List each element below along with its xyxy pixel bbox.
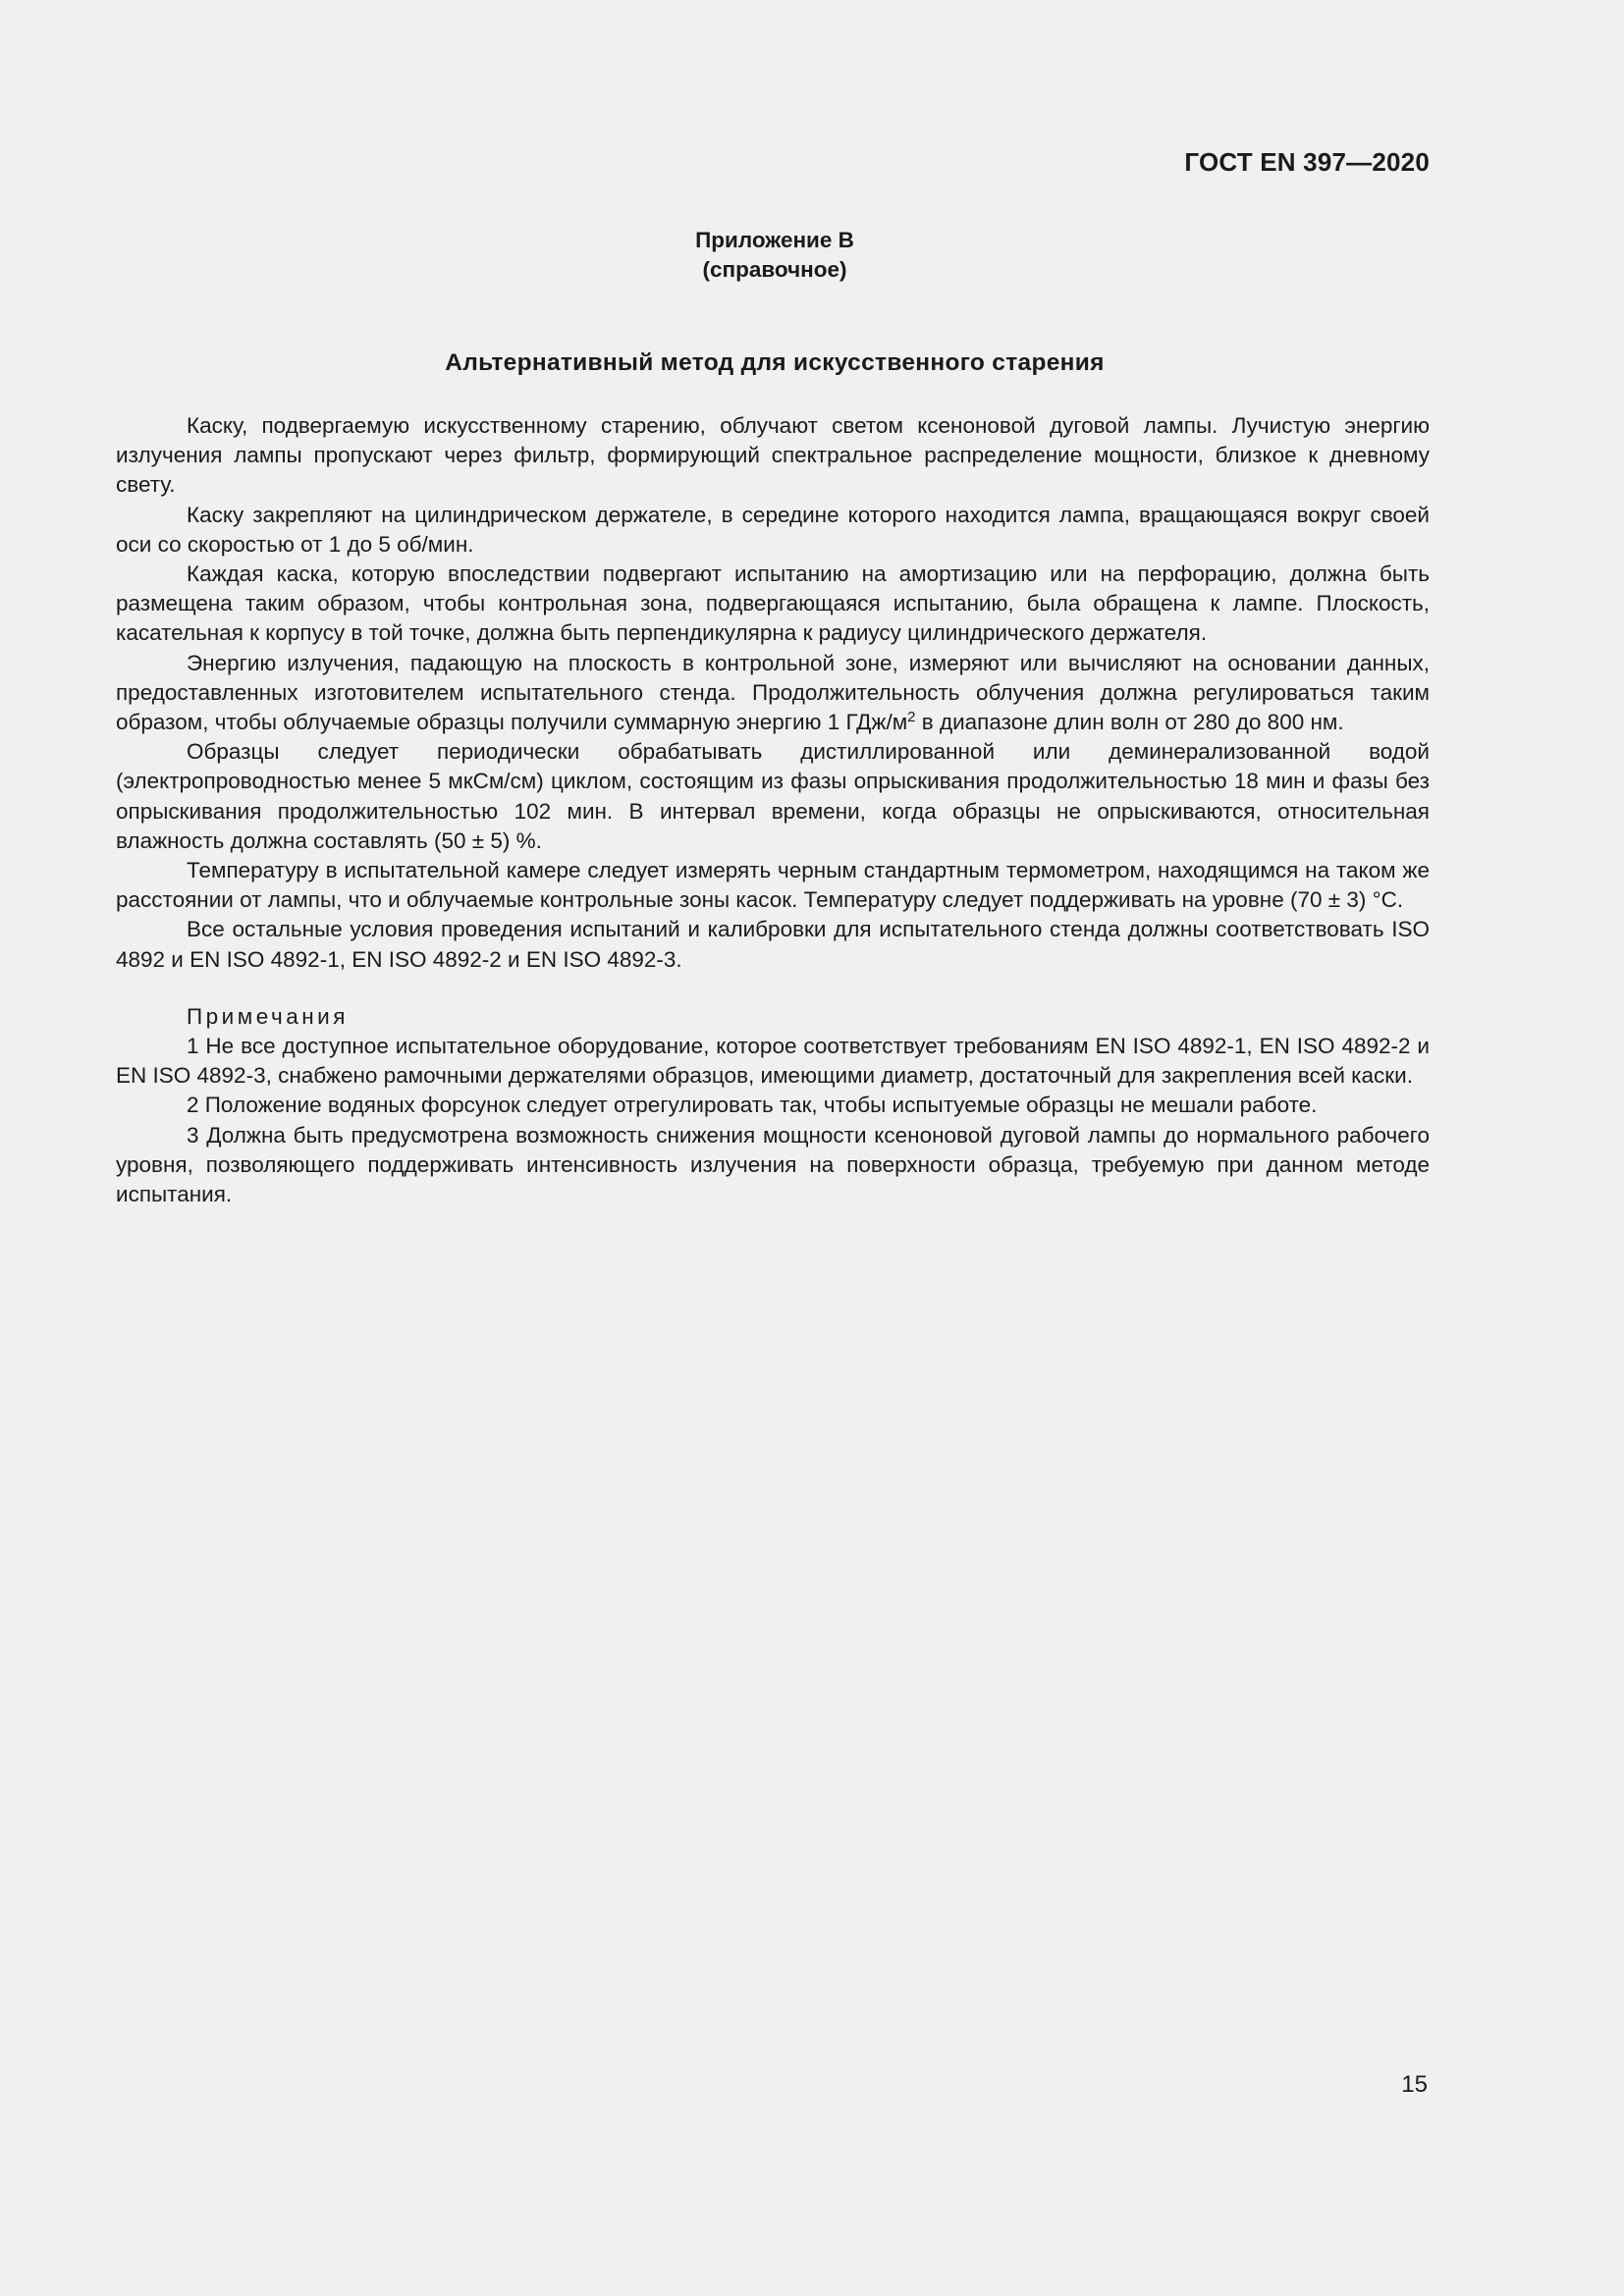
paragraph-4 xyxy=(116,649,1430,738)
paragraph-6: Температуру в испытательной камере следует измерять черным стандартным термометром, находящимся на таком же расстоянии от лампы, что и облучаемые контрольные зоны касок. Температуру следует поддерживать на уровне (70 ± 3) °С. xyxy=(116,858,1430,913)
note-2: 2 Положение водяных форсунок следует отрегулировать так, чтобы испытуемые образцы не мешали работе. xyxy=(187,1093,1318,1118)
appendix-title: Приложение В xyxy=(695,228,854,252)
section-title: Альтернативный метод для искусственного старения xyxy=(445,349,1105,376)
note-1: 1 Не все доступное испытательное оборудование, которое соответствует требованиям EN ISO 4892-1, EN ISO 4892-2 и EN ISO 4892-3, снабжено рамочными держателями образцов, имеющими диаметр, достаточный для закрепления всей каски. xyxy=(116,1034,1430,1089)
paragraph-5: Образцы следует периодически обрабатывать дистиллированной или деминерализованной водой (электропроводностью менее 5 мкСм/см) циклом, состоящим из фазы опрыскивания продолжительностью 18 мин и фазы без опрыскивания продолжительностью 102 мин. В интервал времени, когда образцы не опрыскиваются, относительная влажность должна составлять (50 ± 5) %. xyxy=(116,739,1430,853)
paragraph-4-text-end: в диапазоне длин волн от 280 до 800 нм. xyxy=(915,710,1344,735)
document-body xyxy=(116,411,1430,1209)
paragraph-2: Каску закрепляют на цилиндрическом держателе, в середине которого находится лампа, вращающаяся вокруг своей оси со скоростью от 1 до 5 об/мин. xyxy=(116,502,1430,557)
paragraph-1: Каску, подвергаемую искусственному старению, облучают светом ксеноновой дуговой лампы. Лучистую энергию излучения лампы пропускают через фильтр, формирующий спектральное распределение мощности, близкое к дневному свету. xyxy=(116,413,1430,498)
paragraph-3: Каждая каска, которую впоследствии подвергают испытанию на амортизацию или на перфорацию, должна быть размещена таким образом, чтобы контрольная зона, подвергающаяся испытанию, была обращена к лампе. Плоскость, касательная к корпусу в той точке, должна быть перпендикулярна к радиусу цилиндрического держателя. xyxy=(116,561,1430,646)
paragraph-4-text: Энергию излучения, падающую на плоскость в контрольной зоне, измеряют или вычисляют на основании данных, предоставленных изготовителем испытательного стенда. Продолжительность облучения должна регулироваться таким образом, чтобы облучаемые образцы получили суммарную энергию 1 ГДж/м xyxy=(116,650,1430,735)
appendix-subtitle: (справочное) xyxy=(702,257,847,282)
notes-section xyxy=(116,1002,1430,1209)
notes-heading: Примечания xyxy=(187,1003,349,1029)
appendix-heading xyxy=(0,226,1549,285)
paragraph-7: Все остальные условия проведения испытаний и калибровки для испытательного стенда должны соответствовать ISO 4892 и EN ISO 4892-1, EN ISO 4892-2 и EN ISO 4892-3. xyxy=(116,917,1430,972)
superscript-exponent: 2 xyxy=(907,709,916,726)
note-3: 3 Должна быть предусмотрена возможность снижения мощности ксеноновой дуговой лампы до нормального рабочего уровня, позволяющего поддерживать интенсивность излучения на поверхности образца, требуемую при данном методе испытания. xyxy=(116,1122,1430,1207)
page-number: 15 xyxy=(1401,2071,1428,2098)
document-code: ГОСТ EN 397—2020 xyxy=(1184,147,1430,177)
